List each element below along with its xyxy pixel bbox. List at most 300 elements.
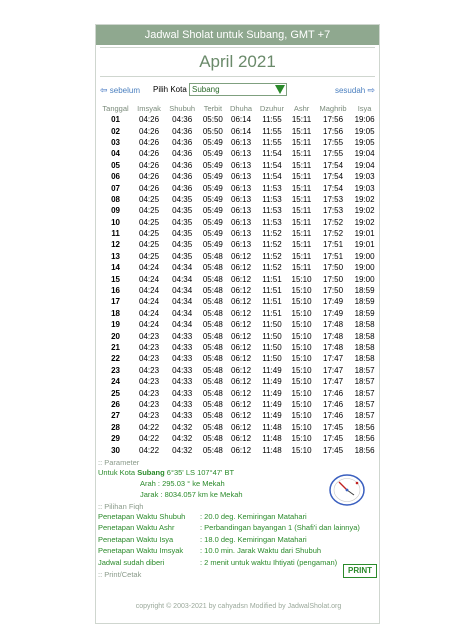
time-cell: 15:10 [291,445,312,455]
time-cell: 15:10 [291,308,312,318]
table-row [98,330,378,341]
time-cell: 04:22 [139,422,160,432]
time-cell: 11:49 [262,365,282,375]
time-cell: 04:34 [172,286,193,296]
time-cell: 17:51 [323,251,344,261]
time-cell: 06:12 [231,422,252,432]
time-cell: 05:48 [202,388,223,398]
time-cell: 11:50 [262,331,282,341]
time-cell: 05:49 [202,137,223,147]
time-cell: 06:12 [231,320,252,330]
column-header: Dzuhur [259,103,285,113]
time-cell: 05:49 [202,229,223,239]
time-cell: 04:25 [139,194,160,204]
date-cell: 13 [111,251,121,261]
table-row [98,353,378,364]
time-cell: 17:55 [323,137,344,147]
time-cell: 04:24 [139,297,160,307]
time-cell: 04:24 [139,286,160,296]
date-cell: 30 [111,445,121,455]
time-cell: 15:11 [291,115,312,125]
time-cell: 15:11 [291,229,312,239]
time-cell: 15:10 [291,434,312,444]
time-cell: 18:57 [354,411,375,421]
time-cell: 05:49 [202,240,223,250]
fiqh-section-title: :: Pilihan Fiqh [98,501,144,511]
time-cell: 15:10 [291,297,312,307]
time-cell: 04:23 [139,388,160,398]
date-cell: 17 [111,297,121,307]
time-cell: 04:25 [139,240,160,250]
date-cell: 12 [111,240,121,250]
time-cell: 06:13 [231,240,252,250]
date-cell: 02 [111,126,121,136]
time-cell: 04:25 [139,206,160,216]
time-cell: 06:13 [231,160,252,170]
fiqh-item-value: : 20.0 deg. Kemiringan Matahari [200,511,307,521]
date-cell: 10 [111,217,121,227]
time-cell: 19:00 [354,251,375,261]
time-cell: 19:05 [354,126,375,136]
city-location: Untuk Kota Subang 6°35' LS 107°47' BT [98,467,235,477]
time-cell: 18:57 [354,377,375,387]
time-cell: 17:54 [323,160,344,170]
date-cell: 03 [111,137,121,147]
time-cell: 19:04 [354,149,375,159]
fiqh-item-label: Jadwal sudah diberi [98,557,165,567]
fiqh-item-label: Penetapan Waktu Imsyak [98,546,184,556]
date-cell: 22 [111,354,121,364]
time-cell: 04:26 [139,160,160,170]
time-cell: 04:34 [172,308,193,318]
time-cell: 06:13 [231,206,252,216]
time-cell: 11:50 [262,343,282,352]
time-cell: 05:49 [202,217,223,227]
table-row [98,251,378,262]
table-row [98,399,378,410]
time-cell: 06:13 [231,183,252,193]
time-cell: 04:23 [139,354,160,364]
date-cell: 19 [111,320,121,330]
time-cell: 04:35 [172,240,193,250]
date-cell: 06 [111,172,121,182]
time-cell: 04:33 [172,388,193,398]
time-cell: 15:11 [291,194,312,204]
date-cell: 11 [111,229,120,239]
time-cell: 06:13 [231,172,252,182]
time-cell: 05:48 [202,297,223,307]
city-select[interactable] [189,83,287,96]
date-cell: 01 [111,115,121,125]
time-cell: 17:51 [323,240,344,250]
time-cell: 05:49 [202,194,223,204]
time-cell: 05:49 [202,149,223,159]
time-cell: 04:34 [172,297,193,307]
time-cell: 19:02 [354,217,375,227]
time-cell: 04:23 [139,343,160,352]
time-cell: 06:13 [231,149,252,159]
time-cell: 06:12 [231,411,252,421]
time-cell: 04:32 [172,422,193,432]
time-cell: 17:55 [323,149,344,159]
time-cell: 11:55 [262,126,282,136]
time-cell: 04:33 [172,343,193,352]
time-cell: 19:03 [354,183,375,193]
time-cell: 04:23 [139,377,160,387]
time-cell: 11:54 [262,149,282,159]
time-cell: 04:34 [172,320,193,330]
date-cell: 16 [111,286,121,296]
time-cell: 04:33 [172,331,193,341]
time-cell: 11:49 [262,411,282,421]
table-row [98,137,378,148]
time-cell: 11:50 [262,320,282,330]
time-cell: 15:10 [291,411,312,421]
time-cell: 05:48 [202,343,223,352]
column-header: Ashr [293,103,310,113]
time-cell: 05:48 [202,445,223,455]
page-header: Jadwal Sholat untuk Subang, GMT +7 [96,25,379,45]
time-cell: 06:12 [231,399,252,409]
time-cell: 11:49 [262,377,282,387]
time-cell: 04:22 [139,445,160,455]
time-cell: 06:13 [231,229,252,239]
time-cell: 06:12 [231,388,252,398]
time-cell: 04:36 [172,126,193,136]
time-cell: 04:26 [139,126,160,136]
footer-copyright: copyright © 2003-2021 by cahyadsn Modified by JadwalSholat.org [135,603,342,610]
date-cell: 24 [111,377,121,387]
time-cell: 15:10 [291,388,312,398]
time-cell: 17:56 [323,115,344,125]
fiqh-item-label: Penetapan Waktu Ashr [98,523,175,533]
arrow-right-icon: ⇨ [367,85,375,95]
time-cell: 11:51 [262,274,282,284]
time-cell: 18:56 [354,434,375,444]
qibla-direction: Arah : 295.03 ° ke Mekah [140,478,225,488]
column-header: Isya [357,103,372,113]
fiqh-item [96,557,379,569]
time-cell: 04:24 [139,320,160,330]
column-header: Shubuh [169,103,196,113]
column-header: Terbit [203,103,223,113]
time-cell: 17:50 [323,286,344,296]
qibla-compass-icon [327,473,367,507]
time-cell: 17:47 [323,377,344,387]
time-cell: 04:33 [172,411,193,421]
time-cell: 18:57 [354,388,375,398]
fiqh-item [96,534,379,546]
time-cell: 18:56 [354,422,375,432]
time-cell: 04:33 [172,399,193,409]
time-cell: 17:48 [323,331,344,341]
date-cell: 26 [111,399,121,409]
time-cell: 17:47 [323,354,344,364]
time-cell: 05:49 [202,160,223,170]
time-cell: 15:10 [291,354,312,364]
time-cell: 05:48 [202,331,223,341]
time-cell: 11:51 [262,308,282,318]
time-cell: 17:49 [323,297,344,307]
time-cell: 06:13 [231,217,252,227]
time-cell: 17:46 [323,399,344,409]
table-row [98,342,378,353]
print-section-title: :: Print/Cetak [98,570,142,580]
prev-month-link[interactable]: ⇦ sebelum [100,85,141,95]
time-cell: 04:22 [139,434,160,444]
time-cell: 19:04 [354,160,375,170]
time-cell: 15:10 [291,422,312,432]
time-cell: 15:11 [291,251,312,261]
fiqh-item-label: Penetapan Waktu Shubuh [98,511,186,521]
time-cell: 04:36 [172,115,193,125]
time-cell: 04:36 [172,137,193,147]
time-cell: 04:32 [172,445,193,455]
fiqh-item-label: Penetapan Waktu Isya [98,534,174,544]
table-row [98,125,378,136]
time-cell: 15:10 [291,377,312,387]
time-cell: 04:33 [172,365,193,375]
date-cell: 05 [111,160,121,170]
time-cell: 04:36 [172,172,193,182]
time-cell: 18:59 [354,297,375,307]
time-cell: 04:34 [172,274,193,284]
print-button[interactable]: PRINT [343,564,377,578]
time-cell: 15:11 [291,206,312,216]
time-cell: 15:10 [291,399,312,409]
time-cell: 17:45 [323,445,344,455]
time-cell: 15:11 [291,183,312,193]
time-cell: 05:48 [202,365,223,375]
time-cell: 05:48 [202,354,223,364]
time-cell: 11:55 [262,115,282,125]
time-cell: 18:57 [354,399,375,409]
time-cell: 15:10 [291,274,312,284]
time-cell: 04:25 [139,251,160,261]
time-cell: 19:00 [354,263,375,273]
time-cell: 04:23 [139,365,160,375]
city-select-value: Subang [192,85,220,94]
time-cell: 19:02 [354,206,375,216]
date-cell: 25 [111,388,121,398]
city-select-label: Pilih Kota [153,85,187,94]
time-cell: 05:48 [202,274,223,284]
table-row [98,239,378,250]
time-cell: 15:11 [291,263,312,273]
time-cell: 19:03 [354,172,375,182]
city-name: Subang [137,467,165,477]
time-cell: 04:23 [139,399,160,409]
time-cell: 06:12 [231,308,252,318]
time-cell: 19:01 [354,240,375,250]
time-cell: 15:10 [291,343,312,352]
arrow-left-icon: ⇦ [100,85,108,95]
time-cell: 04:35 [172,194,193,204]
date-cell: 29 [111,434,121,444]
time-cell: 17:52 [323,229,344,239]
time-cell: 17:49 [323,308,344,318]
time-cell: 06:14 [231,126,252,136]
time-cell: 17:53 [323,194,344,204]
table-header-row [98,102,378,114]
time-cell: 17:50 [323,274,344,284]
time-cell: 04:26 [139,149,160,159]
date-cell: 14 [111,263,121,273]
date-cell: 07 [111,183,121,193]
time-cell: 06:12 [231,445,252,455]
table-row [98,171,378,182]
time-cell: 11:53 [262,217,282,227]
time-cell: 11:52 [262,240,282,250]
table-row [98,444,378,455]
time-cell: 04:23 [139,411,160,421]
table-row [98,205,378,216]
time-cell: 04:35 [172,229,193,239]
table-row [98,285,378,296]
date-cell: 28 [111,422,121,432]
time-cell: 05:48 [202,263,223,273]
time-cell: 05:48 [202,422,223,432]
time-cell: 05:48 [202,434,223,444]
parameter-section-title: :: Parameter [98,457,140,467]
time-cell: 15:11 [291,240,312,250]
time-cell: 06:12 [231,377,252,387]
prayer-schedule-panel [95,24,380,624]
time-cell: 06:12 [231,365,252,375]
time-cell: 19:05 [354,137,375,147]
date-cell: 23 [111,365,121,375]
time-cell: 05:50 [202,126,223,136]
time-cell: 17:48 [323,320,344,330]
time-cell: 18:58 [354,331,375,341]
time-cell: 11:53 [262,206,282,216]
table-row [98,217,378,228]
chevron-down-icon [275,85,285,94]
navigation-bar [96,83,379,99]
time-cell: 17:46 [323,411,344,421]
time-cell: 17:54 [323,172,344,182]
time-cell: 04:33 [172,377,193,387]
time-cell: 15:10 [291,286,312,296]
time-cell: 04:24 [139,263,160,273]
time-cell: 04:33 [172,354,193,364]
time-cell: 06:13 [231,137,252,147]
time-cell: 04:26 [139,137,160,147]
time-cell: 04:35 [172,251,193,261]
time-cell: 05:48 [202,308,223,318]
time-cell: 18:58 [354,343,375,352]
time-cell: 15:11 [291,217,312,227]
time-cell: 06:12 [231,343,252,352]
time-cell: 11:51 [262,286,282,296]
time-cell: 04:26 [139,115,160,125]
fiqh-item [96,545,379,557]
time-cell: 04:26 [139,172,160,182]
month-title: April 2021 [100,47,375,77]
time-cell: 19:02 [354,194,375,204]
time-cell: 06:12 [231,251,252,261]
table-row [98,148,378,159]
time-cell: 06:12 [231,263,252,273]
fiqh-item [96,511,379,523]
time-cell: 04:36 [172,160,193,170]
date-cell: 18 [111,308,121,318]
time-cell: 11:55 [262,137,282,147]
time-cell: 15:11 [291,160,312,170]
time-cell: 11:48 [262,434,282,444]
time-cell: 11:51 [262,297,282,307]
time-cell: 17:45 [323,422,344,432]
table-row [98,365,378,376]
time-cell: 04:32 [172,434,193,444]
table-row [98,422,378,433]
time-cell: 18:56 [354,445,375,455]
time-cell: 11:54 [262,172,282,182]
time-cell: 15:11 [291,149,312,159]
table-row [98,114,378,125]
time-cell: 05:48 [202,320,223,330]
date-cell: 15 [111,274,121,284]
table-row [98,273,378,284]
time-cell: 05:49 [202,206,223,216]
date-cell: 09 [111,206,121,216]
prayer-times-table [98,102,378,456]
time-cell: 06:14 [231,115,252,125]
time-cell: 05:48 [202,411,223,421]
time-cell: 11:50 [262,354,282,364]
fiqh-item-value: : 2 menit untuk waktu Ihtiyati (pengaman) [200,557,338,567]
table-row [98,376,378,387]
date-cell: 21 [111,343,121,352]
fiqh-item-value: : 10.0 min. Jarak Waktu dari Shubuh [200,546,322,556]
time-cell: 05:49 [202,172,223,182]
column-header: Dhuha [229,103,253,113]
time-cell: 18:58 [354,320,375,330]
time-cell: 11:52 [262,263,282,273]
time-cell: 04:35 [172,206,193,216]
time-cell: 04:36 [172,183,193,193]
date-cell: 08 [111,194,121,204]
time-cell: 17:53 [323,206,344,216]
time-cell: 04:24 [139,308,160,318]
time-cell: 17:48 [323,343,344,352]
time-cell: 04:26 [139,183,160,193]
time-cell: 17:50 [323,263,344,273]
date-cell: 20 [111,331,121,341]
time-cell: 15:10 [291,320,312,330]
fiqh-list [96,511,379,569]
fiqh-item-value: : Perbandingan bayangan 1 (Shafi'i dan lainnya) [200,523,360,533]
time-cell: 17:56 [323,126,344,136]
time-cell: 11:49 [262,399,282,409]
time-cell: 06:12 [231,331,252,341]
table-row [98,296,378,307]
time-cell: 04:36 [172,149,193,159]
time-cell: 19:00 [354,274,375,284]
time-cell: 17:54 [323,183,344,193]
time-cell: 17:46 [323,388,344,398]
table-row [98,308,378,319]
time-cell: 19:01 [354,229,375,239]
fiqh-item-value: : 18.0 deg. Kemiringan Matahari [200,534,307,544]
time-cell: 06:12 [231,286,252,296]
time-cell: 15:10 [291,331,312,341]
table-row [98,410,378,421]
next-month-link[interactable]: sesudah ⇨ [334,85,375,95]
table-row [98,262,378,273]
table-row [98,433,378,444]
time-cell: 17:47 [323,365,344,375]
